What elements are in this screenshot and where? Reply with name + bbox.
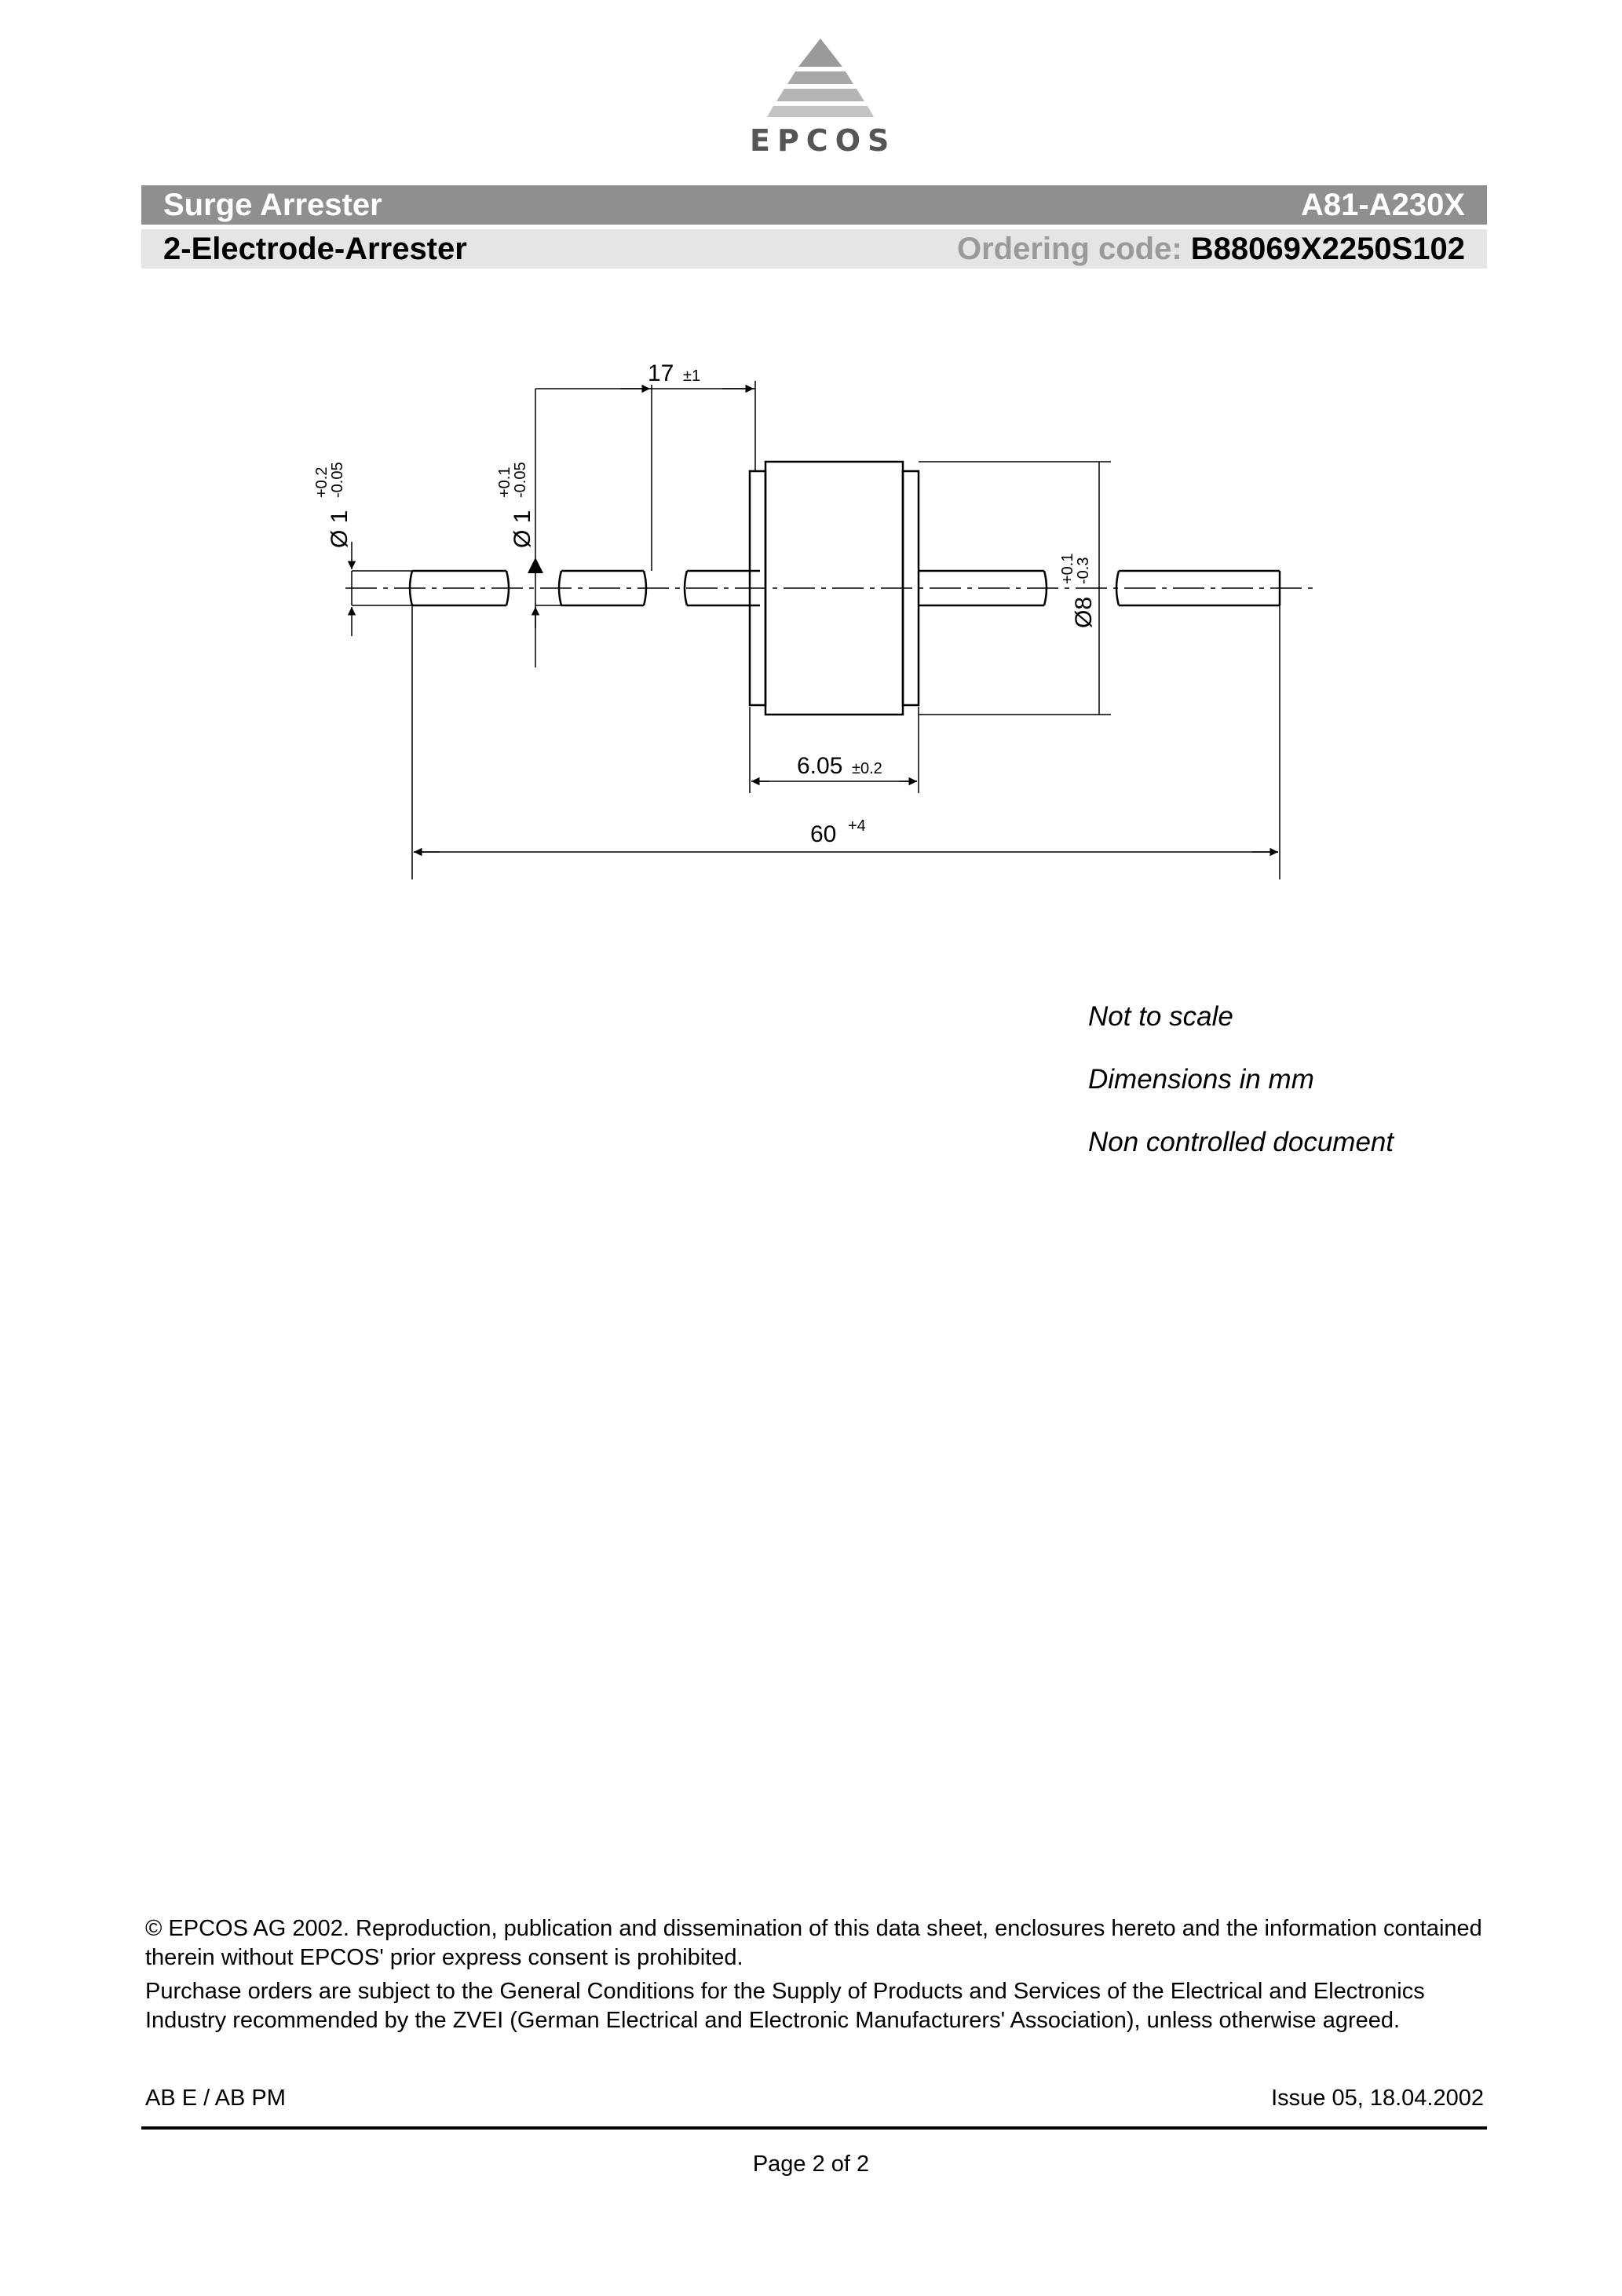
ordering-code-label: Ordering code:	[956, 232, 1182, 266]
dimension-drawing	[298, 345, 1319, 911]
note-dimensions: Dimensions in mm	[1088, 1064, 1314, 1095]
dim-d1-left-tol-upper: +0.2	[313, 466, 331, 498]
dim-17-label: 17	[648, 360, 674, 386]
note-not-to-scale: Not to scale	[1088, 1001, 1233, 1032]
dim-d1-mid-tol-lower: -0.05	[512, 462, 529, 498]
dim-d8-label: Ø8	[1071, 596, 1097, 628]
ordering-code-value: B88069X2250S102	[1190, 232, 1465, 266]
page-number: Page 2 of 2	[752, 2152, 870, 2177]
dim-605-tolerance: ±0.2	[852, 760, 882, 777]
department: AB E / AB PM	[145, 2086, 286, 2111]
ordering-code-block	[957, 232, 1465, 267]
subheader-bar	[141, 229, 1487, 269]
type-code: A81-A230X	[1300, 188, 1465, 222]
dim-60-label: 60	[810, 821, 837, 847]
dim-60-tolerance: +4	[848, 817, 866, 835]
dim-d1-mid-label: Ø 1	[510, 510, 535, 548]
purchase-conditions-text: Purchase orders are subject to the General Conditions for the Supply of Products and Services of the Electrical and Electronics Industry recommended by the ZVEI (German Electrical and Electronic Manufacturers' Association), unless otherwise agreed.	[145, 1979, 1425, 2033]
product-subtitle: 2-Electrode-Arrester	[163, 232, 467, 266]
issue-date: Issue 05, 18.04.2002	[1271, 2086, 1484, 2111]
dim-d1-left-tol-lower: -0.05	[329, 462, 346, 498]
dim-d1-mid-tol-upper: +0.1	[496, 466, 513, 498]
header-bar	[141, 185, 1487, 225]
dim-d8-tol-lower: -0.3	[1075, 557, 1092, 584]
dim-d1-left-label: Ø 1	[327, 510, 353, 548]
dim-17-tolerance: ±1	[683, 367, 701, 385]
logo-wordmark: EPCOS	[750, 123, 897, 158]
epcos-triangle-logo-icon	[750, 35, 891, 122]
copyright-text: © EPCOS AG 2002. Reproduction, publication and dissemination of this data sheet, enclosures hereto and the information contained therein without EPCOS' prior express consent is prohibited.	[145, 1916, 1482, 1970]
footer-divider	[141, 2126, 1487, 2130]
epcos-logo	[750, 35, 897, 161]
dim-605-label: 6.05	[797, 753, 843, 779]
product-title: Surge Arrester	[163, 188, 382, 222]
note-non-controlled: Non controlled document	[1088, 1127, 1394, 1157]
dim-d8-tol-upper: +0.1	[1059, 553, 1076, 584]
